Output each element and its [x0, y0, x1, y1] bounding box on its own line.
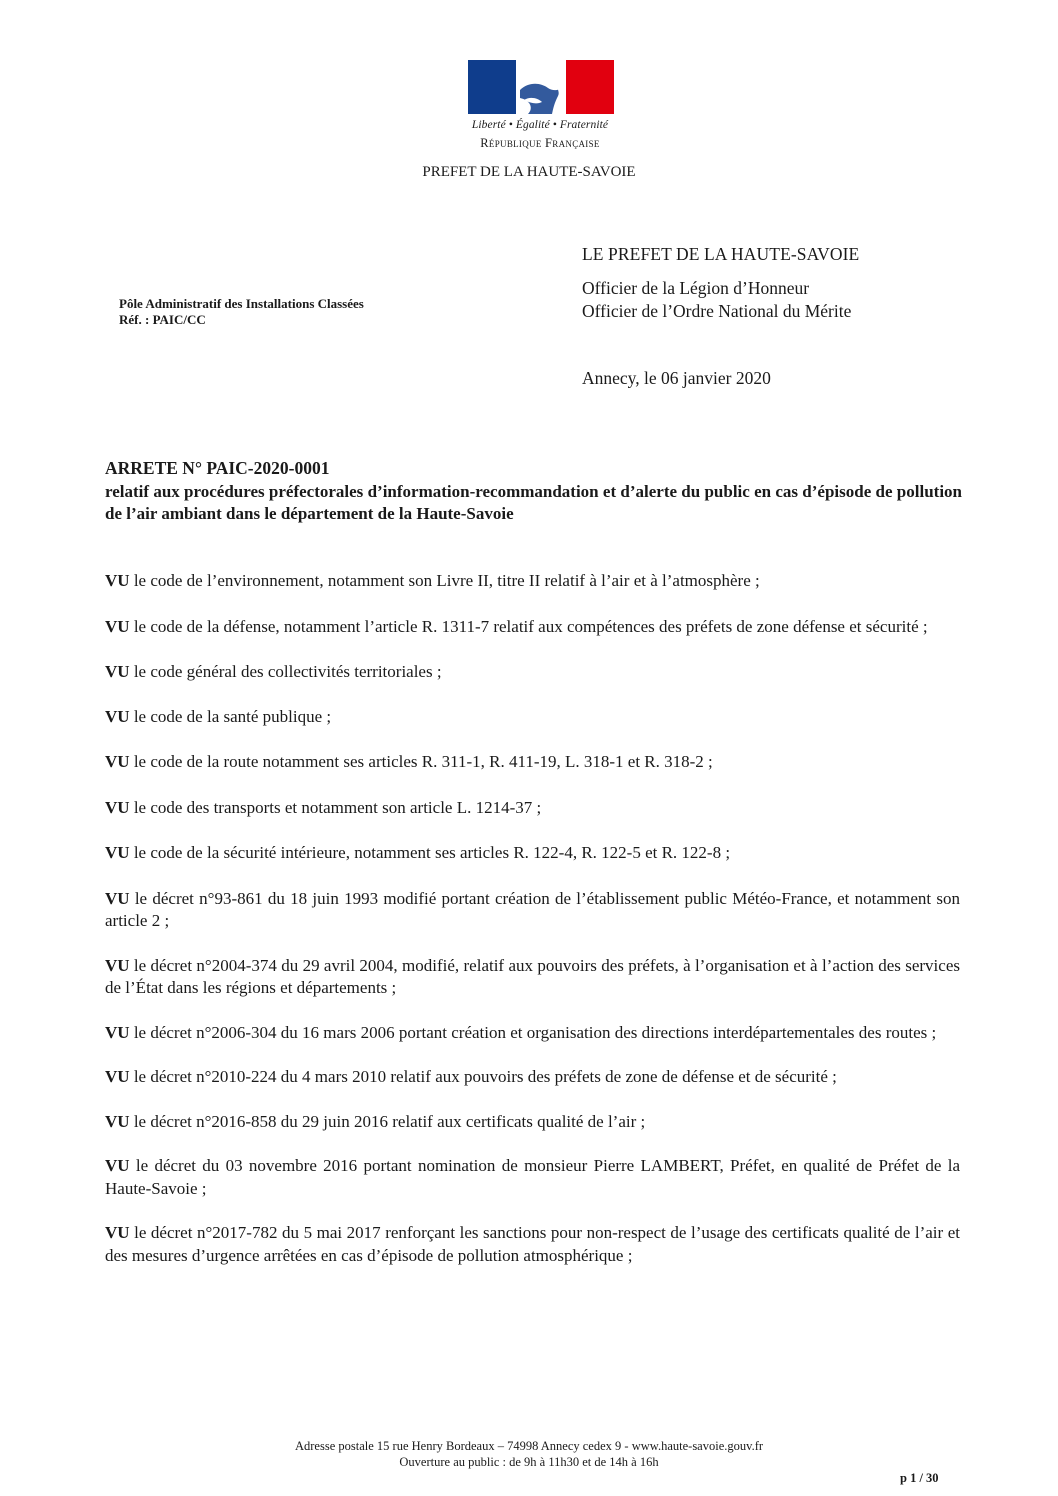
- visa-paragraph: [105, 797, 960, 820]
- visa-text: le décret du 03 novembre 2016 portant nomination de monsieur Pierre LAMBERT, Préfet, en qualité de Préfet de la Haute-Savoie ;: [105, 1156, 960, 1198]
- visa-text: le code des transports et notamment son article L. 1214-37 ;: [129, 797, 542, 817]
- visa-label: VU: [105, 1223, 130, 1242]
- arrete-subtitle: relatif aux procédures préfectorales d’information-recommandation et d’alerte du public en cas d’épisode de pollution de l’air ambiant dans le département de la Haute-Savoie: [105, 482, 962, 523]
- visa-paragraph: [105, 955, 960, 1000]
- page-number: p 1 / 30: [900, 1471, 939, 1485]
- visa-paragraph: [105, 1111, 960, 1134]
- visa-label: VU: [105, 888, 130, 908]
- visa-text: le décret n°2004-374 du 29 avril 2004, modifié, relatif aux pouvoirs des préfets, à l’organisation et à l’action des services de l’État dans les régions et départements ;: [105, 955, 960, 997]
- footer-opening-hours: Ouverture au public : de 9h à 11h30 et de 14h à 16h: [399, 1455, 659, 1469]
- service-name: Pôle Administratif des Installations Classées: [119, 296, 364, 311]
- visa-paragraph: [105, 1222, 960, 1267]
- visa-paragraph: [105, 888, 960, 933]
- republic-motto: Liberté • Égalité • Fraternité: [471, 119, 609, 131]
- visa-text: le code de l’environnement, notamment son Livre II, titre II relatif à l’air et à l’atmosphère ;: [129, 571, 760, 590]
- visa-label: VU: [105, 752, 130, 771]
- arrete-title: ARRETE N° PAIC-2020-0001: [105, 458, 330, 478]
- footer: [229, 1438, 829, 1470]
- visa-text: le décret n°93-861 du 18 juin 1993 modifié portant création de l’établissement public Météo-France, et notamment son article 2 ;: [105, 888, 960, 930]
- visa-paragraph: [105, 616, 960, 639]
- prefect-honor-legion: Officier de la Légion d’Honneur: [582, 278, 810, 298]
- visa-label: VU: [105, 706, 130, 726]
- visa-paragraph: [105, 661, 960, 684]
- visa-paragraph: [105, 1155, 960, 1200]
- visa-paragraph: [105, 842, 960, 865]
- visa-label: VU: [105, 662, 130, 681]
- visa-paragraph: [105, 751, 960, 774]
- visa-text: le code général des collectivités territoriales ;: [129, 662, 442, 681]
- visa-label: VU: [105, 616, 130, 636]
- service-block: [119, 296, 364, 328]
- visa-text: le décret n°2016-858 du 29 juin 2016 relatif aux certificats qualité de l’air ;: [129, 1111, 646, 1131]
- document-date: Annecy, le 06 janvier 2020: [582, 368, 771, 388]
- service-reference: Réf. : PAIC/CC: [119, 312, 206, 327]
- visas-list: [105, 570, 960, 1267]
- footer-address: Adresse postale 15 rue Henry Bordeaux – 74998 Annecy cedex 9 - www.haute-savoie.gouv.fr: [294, 1439, 764, 1453]
- visa-paragraph: [105, 706, 960, 729]
- visa-label: VU: [105, 1156, 130, 1175]
- visa-text: le code de la route notamment ses articles R. 311-1, R. 411-19, L. 318-1 et R. 318-2 ;: [129, 752, 713, 771]
- marianne-flag-icon: [468, 60, 614, 114]
- prefecture-header: PREFET DE LA HAUTE-SAVOIE: [422, 164, 636, 180]
- visa-text: le décret n°2017-782 du 5 mai 2017 renforçant les sanctions pour non-respect de l’usage des certificats qualité de l’air et des mesures d’urgence arrêtées en cas d’épisode de pollution atmosphérique ;: [105, 1223, 960, 1265]
- visa-label: VU: [105, 1067, 130, 1086]
- marianne-logo: [468, 60, 614, 114]
- visa-paragraph: [105, 1022, 960, 1045]
- visa-text: le code de la santé publique ;: [129, 706, 332, 726]
- visa-label: VU: [105, 843, 130, 862]
- republic-name: République Française: [480, 136, 600, 150]
- visa-text: le décret n°2006-304 du 16 mars 2006 portant création et organisation des directions interdépartementales des routes ;: [129, 1022, 937, 1042]
- visa-label: VU: [105, 1022, 130, 1042]
- visa-label: VU: [105, 1111, 130, 1131]
- visa-label: VU: [105, 955, 130, 975]
- visa-text: le code de la sécurité intérieure, notamment ses articles R. 122-4, R. 122-5 et R. 122-8 ;: [129, 843, 731, 862]
- visa-label: VU: [105, 571, 130, 590]
- visa-paragraph: [105, 570, 960, 593]
- visa-label: VU: [105, 797, 130, 817]
- prefect-honor-merite: Officier de l’Ordre National du Mérite: [582, 301, 852, 321]
- prefect-title: LE PREFET DE LA HAUTE-SAVOIE: [582, 244, 860, 264]
- visa-paragraph: [105, 1066, 960, 1089]
- visa-text: le décret n°2010-224 du 4 mars 2010 relatif aux pouvoirs des préfets de zone de défense et de sécurité ;: [129, 1067, 837, 1086]
- visa-text: le code de la défense, notamment l’article R. 1311-7 relatif aux compétences des préfets de zone défense et sécurité ;: [129, 616, 928, 636]
